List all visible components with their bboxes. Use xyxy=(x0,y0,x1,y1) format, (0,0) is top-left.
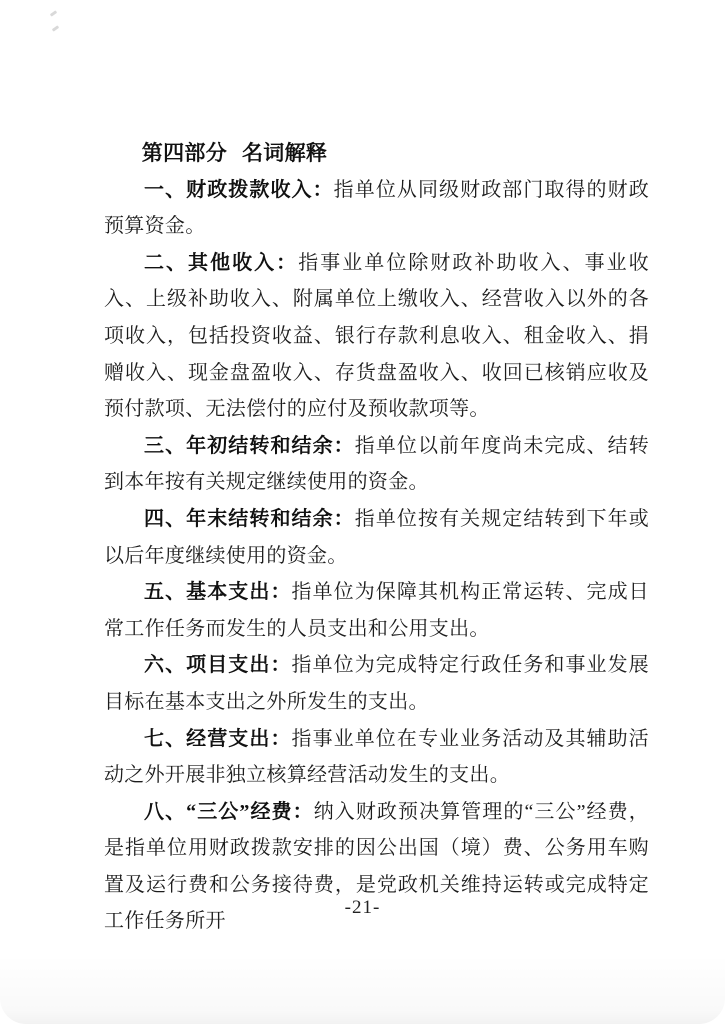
paragraph-term: 五、基本支出： xyxy=(144,581,292,604)
paragraph-body: 指事业单位除财政补助收入、事业收入、上级补助收入、附属单位上缴收入、经营收入以外的各项收入，包括投资收益、银行存款利息收入、租金收入、捐赠收入、现金盘盈收入、存货盘盈收入、收回已核销应收及预付款项、无法偿付的应付及预收款项等。 xyxy=(104,251,649,421)
paragraph-term: 四、年末结转和结余： xyxy=(144,507,355,530)
paragraph-term: 二、其他收入： xyxy=(144,251,299,274)
definition-paragraph xyxy=(104,501,649,574)
paragraph-body: 指单位按有关规定结转到下年或以后年度继续使用的资金。 xyxy=(104,507,650,567)
page-number: -21- xyxy=(344,897,381,918)
paragraph-term: 一、财政拨款收入： xyxy=(144,178,334,201)
paragraph-term: 八、“三公”经费： xyxy=(144,800,314,823)
paragraph-term: 七、经营支出： xyxy=(144,727,292,750)
paragraph-term: 三、年初结转和结余： xyxy=(144,434,355,457)
definition-paragraph xyxy=(104,428,649,501)
paragraph-term: 六、项目支出： xyxy=(144,654,292,677)
paragraph-body: 指单位为完成特定行政任务和事业发展目标在基本支出之外所发生的支出。 xyxy=(104,654,649,713)
definition-paragraph xyxy=(104,574,649,647)
paragraph-body: 指单位从同级财政部门取得的财政预算资金。 xyxy=(104,178,650,238)
document-body xyxy=(104,135,649,940)
section-title: 第四部分 名词解释 xyxy=(141,141,328,165)
definition-paragraph xyxy=(104,245,649,428)
scan-shadow xyxy=(0,954,725,1024)
definition-paragraph xyxy=(104,721,649,794)
paragraph-body: 指单位以前年度尚未完成、结转到本年按有关规定继续使用的资金。 xyxy=(104,434,650,494)
paragraph-body: 纳入财政预决算管理的“三公”经费，是指单位用财政拨款安排的因公出国（境）费、公务用车购置及运行费和公务接待费，是党政机关维持运转或完成特定工作任务所开 xyxy=(104,800,649,933)
paragraph-body: 指事业单位在专业业务活动及其辅助活动之外开展非独立核算经营活动发生的支出。 xyxy=(104,727,649,787)
scan-artifact-speck xyxy=(52,25,59,31)
definition-paragraph xyxy=(104,647,649,720)
paragraphs xyxy=(104,172,649,940)
scan-artifact-speck xyxy=(50,10,57,16)
paragraph-body: 指单位为保障其机构正常运转、完成日常工作任务而发生的人员支出和公用支出。 xyxy=(104,581,649,640)
definition-paragraph xyxy=(104,172,649,245)
